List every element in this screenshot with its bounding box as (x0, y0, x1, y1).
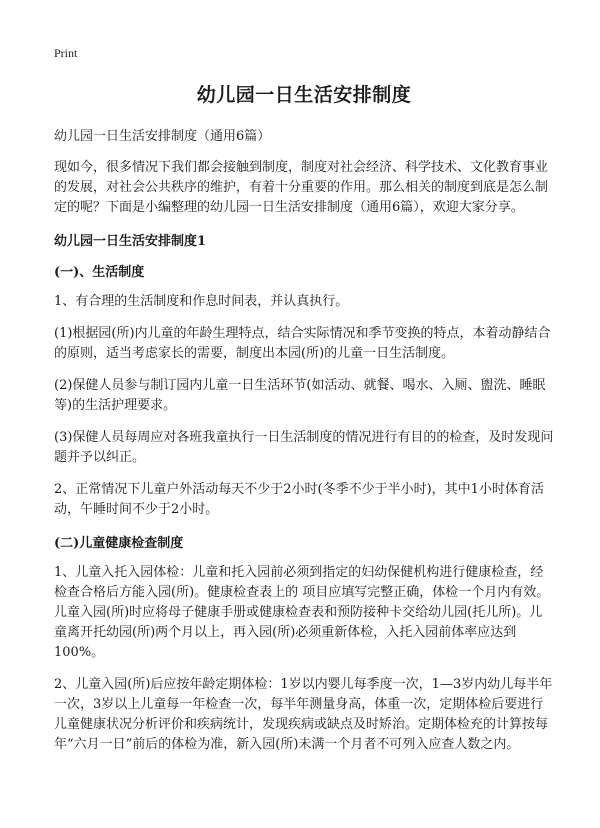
paragraph: (2)保健人员参与制订园内儿童一日生活环节(如活动、就餐、喝水、入厕、盥洗、睡眠等)的生活护理要求。 (54, 378, 546, 413)
paragraph: 2、儿童入园(所)后应按年龄定期体检：1岁以内婴儿每季度一次，1—3岁内幼儿每半年一次，3岁以上儿童每一年检查一次，每半年测量身高，体重一次，定期体检后要进行儿童健康状况分析评价和疾病统计，发现疾病或缺点及时矫治。定期体检充的计算按每年“六月一日”前后的体检为准，新入园(所)未满一个月者不可列入应查人数之内。 (54, 677, 553, 752)
intro-paragraph: 现如今，很多情况下我们都会接触到制度，制度对社会经济、科学技术、文化教育事业的发展，对社会公共秩序的维护，有着十分重要的作用。那么相关的制度到底是怎么制定的呢？下面是小编整理的幼儿园一日生活安排制度（通用6篇），欢迎大家分享。 (54, 160, 549, 215)
section-heading: 幼儿园一日生活安排制度1 (54, 234, 207, 249)
document-subtitle: 幼儿园一日生活安排制度（通用6篇） (54, 129, 271, 144)
document-body (54, 80, 554, 767)
paragraph: 2、正常情况下儿童户外活动每天不少于2小时(冬季不少于半小时)，其中1小时体育活动，午睡时间不少于2小时。 (54, 482, 544, 517)
print-label: Print (54, 46, 78, 60)
paragraph: 1、有合理的生活制度和作息时间表，并认真执行。 (54, 294, 349, 309)
paragraph: (3)保健人员每周应对各班我童执行一日生活制度的情况进行有目的的检查，及时发现问题并予以纠正。 (54, 430, 554, 465)
document-title: 幼儿园一日生活安排制度 (196, 84, 412, 106)
subsection-heading-health: (二)儿童健康检查制度 (54, 536, 184, 551)
paragraph: (1)根据园(所)内儿童的年龄生理特点，结合实际情况和季节变换的特点，本着动静结合的原则，适当考虑家长的需要，制度出本园(所)的儿童一日生活制度。 (54, 326, 551, 361)
subsection-heading-life: (一)、生活制度 (54, 265, 145, 280)
paragraph: 1、儿童入托入园体检：儿童和托入园前必须到指定的妇幼保健机构进行健康检查，经检查合格后方能入园(所)。健康检查表上的 项目应填写完整正确，体检一个月内有效。儿童入园(所)时应将母子健康手册或健康检查表和预防接种卡交给幼儿园(托儿所)。儿童离开托幼园(所)两个月以上，再入园(所)必须重新体检，入托入园前体率应达到100%。 (54, 565, 550, 660)
